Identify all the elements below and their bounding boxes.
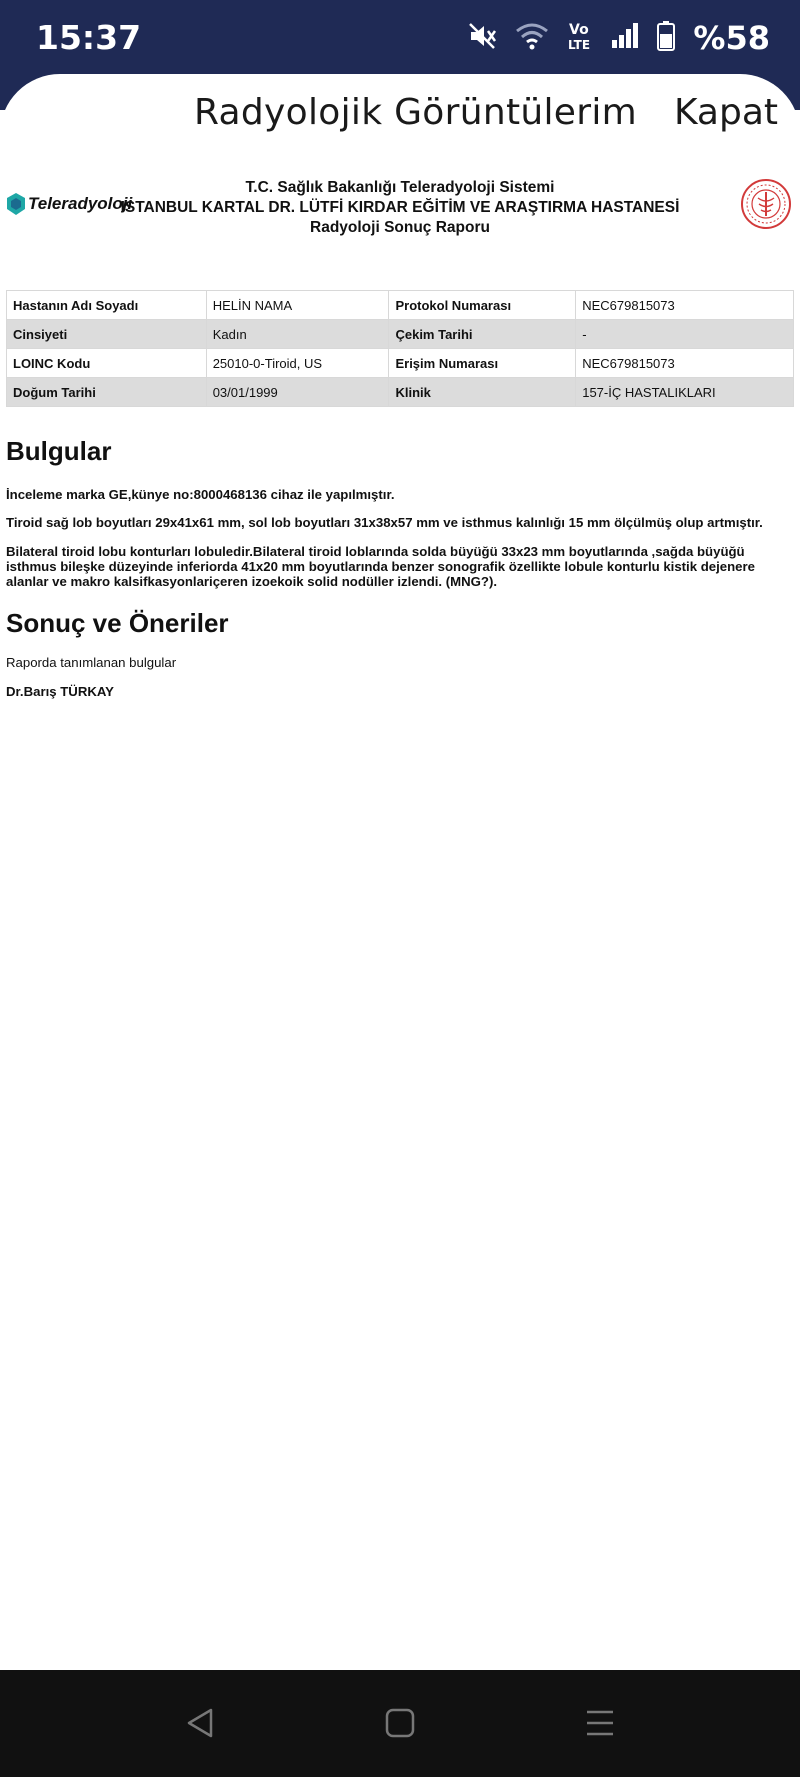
report-heading bbox=[0, 178, 800, 238]
svg-text:Vo: Vo bbox=[569, 21, 590, 38]
battery-percent: %58 bbox=[693, 19, 770, 57]
recents-button[interactable] bbox=[583, 1706, 617, 1745]
page-title: Radyolojik Görüntülerim bbox=[194, 92, 637, 133]
mute-icon bbox=[467, 21, 497, 56]
finding-paragraph: Tiroid sağ lob boyutları 29x41x61 mm, sol lob boyutları 31x38x57 mm ve isthmus kalınlığı 15 mm ölçülmüş olup artmıştır. bbox=[6, 515, 763, 530]
cell-value: 157-İÇ HASTALIKLARI bbox=[576, 378, 794, 407]
status-time: 15:37 bbox=[36, 18, 142, 57]
cell-label: Hastanın Adı Soyadı bbox=[7, 291, 207, 320]
cell-value: 03/01/1999 bbox=[206, 378, 389, 407]
cell-label: Protokol Numarası bbox=[389, 291, 576, 320]
finding-paragraph: Bilateral tiroid lobu konturları lobuledir.Bilateral tiroid loblarında solda büyüğü 33x23 mm boyutlarında ,sağda büyüğü isthmus bileşke düzeyinde inferiorda 41x20 mm boyutlarında benzer sonografik özellikte lobule konturlu kistik dejenere alanlar ve makro kalsifkasyonlariçeren izoekoik solid nodüller izlendi. (MNG?). bbox=[6, 544, 755, 589]
ministry-seal-icon bbox=[740, 178, 792, 235]
logo-text: Teleradyoloji bbox=[28, 194, 133, 213]
heading-ministry: T.C. Sağlık Bakanlığı Teleradyoloji Sistemi bbox=[245, 179, 555, 196]
home-button[interactable] bbox=[383, 1706, 417, 1745]
close-button[interactable]: Kapat bbox=[673, 92, 778, 133]
menu-icon bbox=[583, 1706, 617, 1740]
battery-icon bbox=[657, 21, 675, 56]
cell-value: NEC679815073 bbox=[576, 349, 794, 378]
volte-icon bbox=[567, 20, 593, 57]
navigation-bar bbox=[0, 1670, 800, 1777]
cell-label: Cinsiyeti bbox=[7, 320, 207, 349]
doctor-name: Dr.Barış TÜRKAY bbox=[6, 684, 114, 699]
cell-value: NEC679815073 bbox=[576, 291, 794, 320]
table-row bbox=[7, 291, 794, 320]
back-button[interactable] bbox=[183, 1706, 217, 1745]
conclusion-title: Sonuç ve Öneriler bbox=[6, 608, 229, 638]
cell-value: HELİN NAMA bbox=[206, 291, 389, 320]
signal-icon bbox=[611, 23, 639, 54]
cell-label: Doğum Tarihi bbox=[7, 378, 207, 407]
table-row bbox=[7, 349, 794, 378]
patient-info-table bbox=[6, 290, 794, 407]
heading-hospital: ISTANBUL KARTAL DR. LÜTFİ KIRDAR EĞİTİM VE ARAŞTIRMA HASTANESİ bbox=[120, 199, 680, 216]
heading-report-type: Radyoloji Sonuç Raporu bbox=[310, 219, 490, 236]
table-row bbox=[7, 378, 794, 407]
cell-value: Kadın bbox=[206, 320, 389, 349]
conclusion-text: Raporda tanımlanan bulgular bbox=[6, 655, 177, 670]
svg-text:LTE: LTE bbox=[568, 37, 591, 52]
cell-label: Klinik bbox=[389, 378, 576, 407]
cell-value: 25010-0-Tiroid, US bbox=[206, 349, 389, 378]
cell-value: - bbox=[576, 320, 794, 349]
table-row bbox=[7, 320, 794, 349]
status-icons bbox=[467, 14, 770, 62]
finding-paragraph: İnceleme marka GE,künye no:8000468136 cihaz ile yapılmıştır. bbox=[6, 487, 395, 502]
wifi-icon bbox=[515, 22, 549, 55]
findings-title: Bulgular bbox=[6, 436, 112, 466]
home-icon bbox=[383, 1706, 417, 1740]
cell-label: LOINC Kodu bbox=[7, 349, 207, 378]
back-icon bbox=[183, 1706, 217, 1740]
cell-label: Çekim Tarihi bbox=[389, 320, 576, 349]
cell-label: Erişim Numarası bbox=[389, 349, 576, 378]
